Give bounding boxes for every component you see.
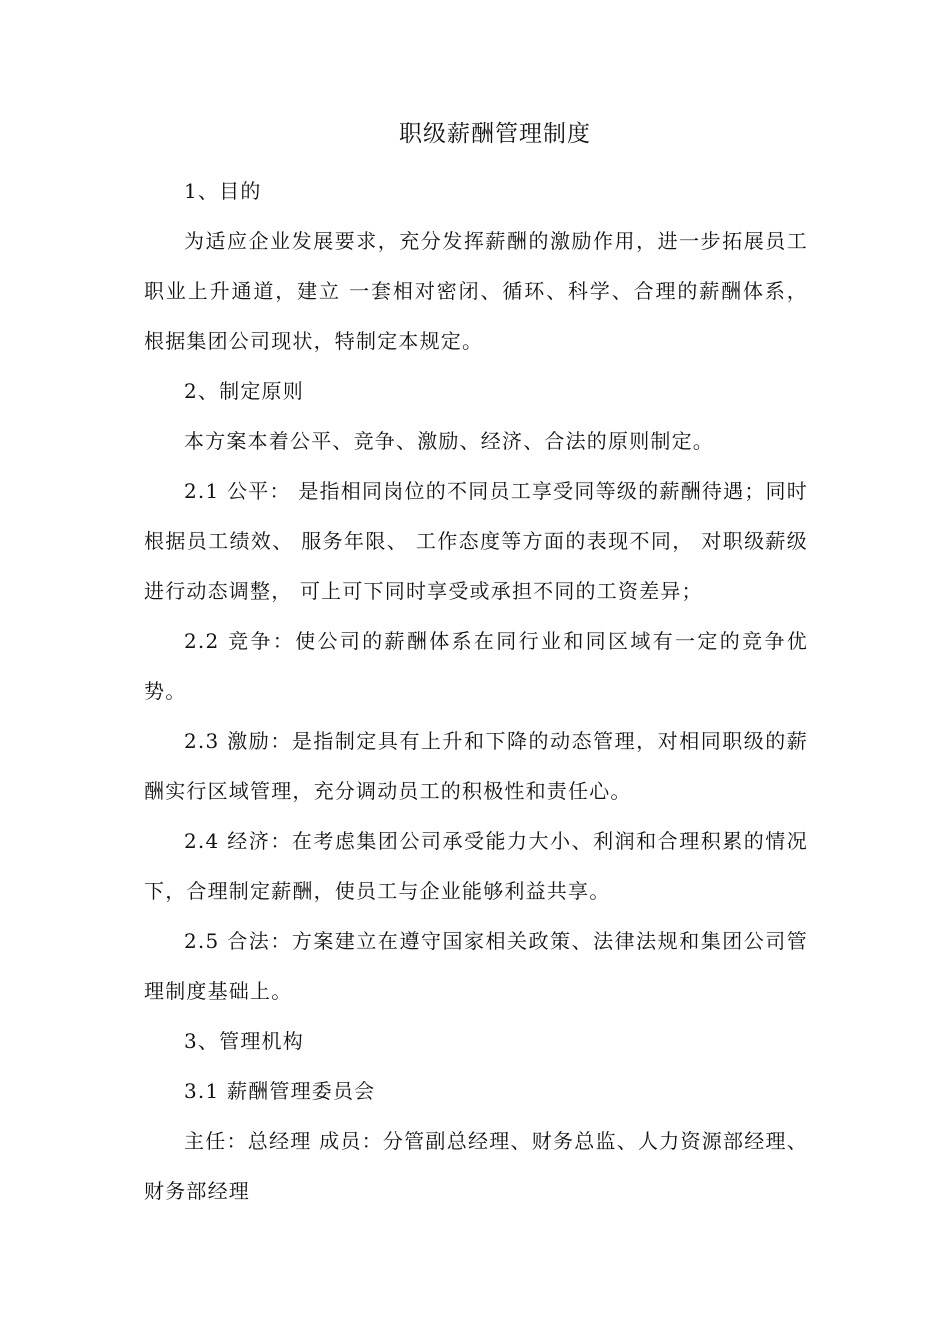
paragraph-fairness: 2.1 公平： 是指相同岗位的不同员工享受同等级的薪酬待遇；同时根据员工绩效、 服务年限、 工作态度等方面的表现不同， 对职级薪级进行动态调整， 可上可下同时享受或承担不同的工资差异； — [144, 479, 808, 603]
paragraph-economy: 2.4 经济：在考虑集团公司承受能力大小、利润和合理积累的情况下，合理制定薪酬，使员工与企业能够利益共享。 — [144, 829, 808, 903]
section-heading-management: 3、管理机构 — [184, 1029, 304, 1053]
paragraph-legality: 2.5 合法：方案建立在遵守国家相关政策、法律法规和集团公司管理制度基础上。 — [144, 929, 808, 1003]
paragraph-incentive: 2.3 激励：是指制定具有上升和下降的动态管理，对相同职级的薪酬实行区域管理，充分调动员工的积极性和责任心。 — [144, 729, 808, 803]
section-heading-purpose: 1、目的 — [184, 179, 262, 203]
section-heading-principles: 2、制定原则 — [184, 379, 304, 403]
document-body — [144, 166, 808, 1216]
paragraph-committee-members: 主任：总经理 成员：分管副总经理、财务总监、人力资源部经理、财务部经理 — [144, 1129, 808, 1203]
paragraph-competition: 2.2 竞争：使公司的薪酬体系在同行业和同区域有一定的竞争优势。 — [144, 629, 808, 703]
paragraph-principles-intro: 本方案本着公平、竞争、激励、经济、合法的原则制定。 — [184, 429, 714, 453]
subsection-heading-committee: 3.1 薪酬管理委员会 — [184, 1079, 376, 1103]
paragraph-purpose: 为适应企业发展要求，充分发挥薪酬的激励作用，进一步拓展员工职业上升通道，建立 一套相对密闭、循环、科学、合理的薪酬体系，根据集团公司现状，特制定本规定。 — [144, 229, 808, 353]
document-title: 职级薪酬管理制度 — [399, 121, 591, 147]
